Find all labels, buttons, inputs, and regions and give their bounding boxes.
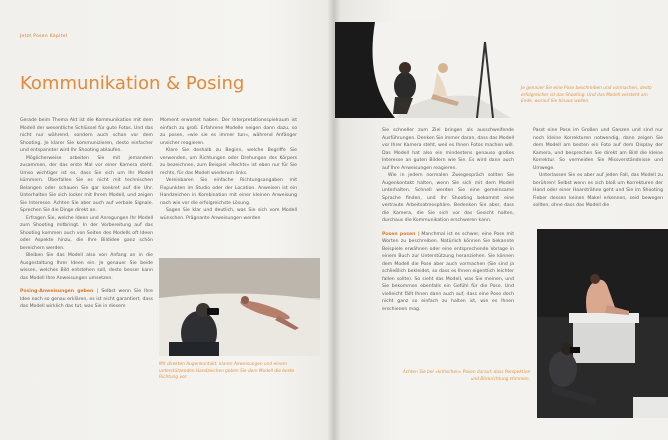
runin-paragraph bbox=[20, 288, 153, 311]
left-page bbox=[0, 0, 333, 440]
photo-caption: Mit direkten Augenkontakt, klaren Anweisungen und einem unterstützenden Handzeichen geben Sie dem Modell die beste Richtung vor. bbox=[159, 362, 295, 380]
runin-heading: Posing-Anweisungen geben | bbox=[20, 289, 99, 294]
right-column-1 bbox=[382, 127, 514, 313]
posing-demo-photo bbox=[335, 22, 511, 118]
top-caption: Je genauer Sie eine Pose beschreiben und vormachen, desto erfolgreicher ist das Shooting. Und das Modell versteht am Ende, worauf Sie hinaus wollen. bbox=[521, 86, 652, 104]
runin-text: Selbst wenn Sie Ihre Idee noch so genau erklären, es ist nicht garantiert, dass das Modell wirklich das tut, was Sie in diesem bbox=[20, 289, 153, 309]
photographer-photo bbox=[159, 258, 320, 356]
paragraph: Vereinbaren Sie einfache Richtungsangaben mit Fixpunkten im Studio oder der Location. Anweisen ist ein Handzeichen in Kombination mit einer kleinen Anweisung nach wie vor die erfolgreichste Lösung. bbox=[160, 178, 297, 206]
paragraph: Erfragen Sie, welche Ideen und Anregungen Ihr Modell zum Shooting mitbringt. In der Vorbereitung auf das Shooting kommen auch von Seiten des Modells oft Ideen oder Aspekte hinzu, die Ihre Bildidee ganz schön bereichern werden. bbox=[20, 215, 153, 251]
runin-heading: Posen posen | bbox=[382, 231, 420, 237]
paragraph: Sie schneller zum Ziel bringen als ausschweifende Ausführungen. Denken Sie immer daran, dass das Modell vor Ihrer Kamera steht, weil es Ihnen Fotos machen will. Das Modell hat also ein mindestens genauso großes Interesse an guten Bildern wie Sie. Es wird dann auch auf Ihre Anweisungen reagieren. bbox=[382, 128, 514, 171]
paragraph: Bleiben Sie das Modell also von Anfang an in die Ausgestaltung Ihrer Ideen ein. Je genauer Sie beide wissen, welches Bild entstehen soll, desto besser kann das Modell Ihre Anweisungen umsetzen. bbox=[20, 253, 153, 281]
paragraph: Passt eine Pose im Großen und Ganzen und sind nur noch kleine Korrekturen notwendig, dann zeigen Sie dem Modell am besten ein Foto auf dem Display der Kamera, und besprechen Sie direkt am Bild die kleine Korrektur. So vermeiden Sie Missverständnisse und Umwege. bbox=[533, 128, 663, 171]
page-title: Kommunikation & Posing bbox=[20, 73, 245, 94]
paragraph: Möglicherweise arbeiten Sie mit jemandem zusammen, der das erste Mal vor einer Kamera steht. Umso wichtiger ist es, dass Sie sich um Ihr Modell kümmern. Überfallen Sie es nicht mit technischen Belangen oder schauen Sie gar konkret auf die Uhr. Unterhalten Sie sich locker mit Ihrem Modell, und zeigen Sie Interesse. Achten Sie aber auch auf verbale Signale. Sprechen Sie die Dinge direkt an. bbox=[20, 155, 153, 213]
paragraph: Moment erwartet haben. Der Interpretationsspielraum ist einfach zu groß. Erfahrene Modelle neigen dann dazu, so zu posen, »wie sie es immer tun«, während Anfänger unsicher reagieren. bbox=[160, 118, 297, 146]
paragraph: Klare Sie deshalb zu Beginn, welche Begriffe Sie verwenden, um Richtungen oder Drehungen des Körpers zu bezeichnen, zum Beispiel »Rechts« ist eben nur für Sie rechts, für das Modell wiederum links. bbox=[160, 148, 297, 176]
pose-photo bbox=[537, 229, 668, 418]
paragraph: Wie in jedem normalen Zwiegespräch sollten Sie Augenkontakt halten, wenn Sie sich mit dem Modell unterhalten. Schnell werden Sie eine gemeinsame Sprache finden, und Ihr Shooting bekommt eine vertraute Arbeitsatmosphäre. Bedenken Sie aber, dass die Kamera, die Sie sich vor das Gesicht halten, durchaus die Kommunikation erschweren kann. bbox=[382, 173, 514, 223]
left-column-1 bbox=[20, 117, 153, 311]
runin-paragraph bbox=[382, 231, 514, 314]
paragraph: Unterlassen Sie es aber auf jeden Fall, das Modell zu berühren! Selbst wenn es sich bloß um Korrekturen der Hand oder einer Haarsträhne geht und Sie im Shooting Fieber dessen keinen Makel erkennen, seid bewegen sollten, ohne dass das Modell die bbox=[533, 173, 663, 208]
paragraph: Sagen Sie klar und deutlich, was Sie sich vom Modell wünschen. Prägnante Anweisungen werden bbox=[160, 208, 297, 221]
paragraph: Gerade beim Thema Akt ist die Kommunikation mit dem Modell der wesentliche Schlüssel für gute Fotos. Und das nicht nur während, sondern auch schon vor dem Shooting. Je klarer Sie kommunizieren, desto einfacher und entspannter wird Ihr Shooting ablaufen. bbox=[20, 118, 153, 153]
bottom-caption: Achten Sie bei »kritischen« Posen darauf, dass Perspektive und Blickrichtung stimmen. bbox=[402, 370, 530, 382]
right-column-2 bbox=[533, 127, 663, 210]
left-column-2 bbox=[160, 117, 297, 222]
right-page bbox=[335, 0, 668, 440]
running-head: Jetzt Posen Kapitel bbox=[20, 34, 68, 39]
runin-text: Manchmal ist es schwer, eine Pose mit Worten zu beschreiben. Natürlich können Sie bekannte Beispiele erwähnen oder eine entsprechende Vorlage in einem Buch zur Unterstützung heranziehen. Sie können dem Modell die Pose aber auch vormachen (Sie sind ja schließlich bekleidet, so dass es Ihnen eigentlich leichter fallen sollte). So sieht das Modell, was Sie meinen, und Sie bekommen ebenfalls ein Gefühl für die Pose. Und vielleicht fällt Ihnen dann auch auf, dass eine Pose doch nicht ganz so einfach zu halten ist, wie es Ihnen erschienen mag. bbox=[382, 231, 514, 312]
